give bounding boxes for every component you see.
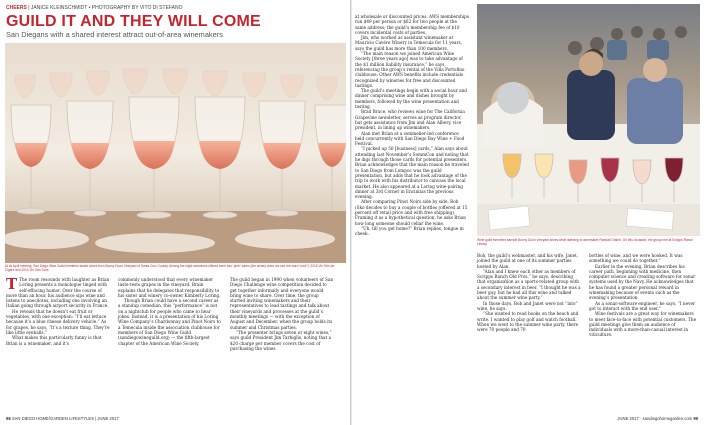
paragraph: “I picked up 50 [business] cards,” Alan says about attending last November’s SommCon and noting that he digs through those cards for potential presenters. Brian acknowledges that the main reason he traveled to San Diego from Lompoc was the guild presentation, but adds that he took advantage of the trip to work with his distributor to canvass the local market. He also appeared at a Loring wine-pairing dinner at 3rd Corner in Encinitas the previous evening. — [355, 146, 469, 200]
paragraph: Earlier in the evening, Brian describes his career path, beginning with medicine, then computer science and creating software for sonar systems used by the Navy. He acknowledges that he has found a greater personal reward in winemaking because of events such as the evening’s presentation. — [589, 263, 696, 301]
byline: | JANICE KLEINSCHMIDT • PHOTOGRAPHY BY VITO DI STEFANO — [28, 5, 183, 11]
right-column-1 — [355, 14, 469, 236]
wine-glasses-photo — [5, 43, 346, 263]
article-deck: San Diegans with a shared interest attract out-of-area winemakers — [6, 30, 223, 39]
left-column-3 — [230, 277, 334, 351]
section-header — [6, 5, 183, 11]
right-photo-caption: Wine guild members sample Bonny Doon Vineyard wines while listening to winemaker Randall Grahm. On this occasion, the group met at Scripps Ranch Library. — [477, 238, 693, 246]
paragraph: bottles of wine, and we were hooked. It was something we could do together.” — [589, 253, 683, 264]
paragraph: Brad Bruce, who reviews wine for The California Grapevine newsletter, serves as program director, but gets assistance from Jim and Alan Albery, vice president, in lining up winemakers. — [355, 109, 465, 131]
paragraph: “Uh, till you get home?” Brian replies, tongue in cheek. — [355, 225, 464, 237]
paragraph: The guild’s meetings begin with a social hour and dinner comprising wine and dishes brought by members, followed by the wine presentation and tasting. — [355, 88, 467, 110]
paragraph: at wholesale or discounted prices. AWS memberships run $49 per person or $62 for two people at the same address; the guild’s membership fee of $10 covers incidental costs of parties. — [355, 14, 469, 35]
paragraph: commonly understood that every winemaker taste-tests grapes in the vineyard. Brain explains that he delegates that responsibility to his sister and winery co-owner Kimberly Loring. — [118, 277, 221, 298]
left-photo-caption: At its April meeting, San Diego Wine Guild members tasted wines from Bonny Doon Vineyard of Santa Cruz County. Among the eight selections offered were two “pink” wines (the winery does not use the word “rosé”): 2016 Vin Gris de Cigare and 2015 Vin Gris Tués. — [5, 264, 335, 272]
left-page — [0, 0, 351, 425]
paragraph: Though Brian could have a second career as a standup comedian, this “performance” is not on a nightclub for people who came to hear jokes. Instead, it is a presentation of his Loring Wine Company’s Chardonnay and Pinot Noirs to a Temecula inside the association clubhouse for members of San Diego Wine Guild (sandiegowineguild.org) — the fifth-largest chapter of the American Wine Society. — [118, 298, 221, 346]
paragraph: “The presenter brings seven or eight wines,” says guild President Jim Tarhiglis, noting that a $20 charge per member covers the cost of purchasing the wines — [230, 329, 332, 351]
right-column-3 — [589, 253, 697, 338]
right-page — [352, 0, 704, 425]
paragraph: In those days, Bob and Janet were not “into” wine, he says. — [477, 300, 578, 311]
paragraph: Alan met Brian at a sommelier-led conference held concurrently with San Diego Bay Wine + Food Festival. — [355, 130, 465, 147]
paragraph: “The main reason we joined American Wine Society [three years ago] was to take advantage of the $1 million liability insurance,” he says, referencing the group’s rental of the Villa Portofino clubhouse. Other AWS benefits include credentials recognized by wineries for free and discounted tastings. — [355, 51, 465, 88]
paragraph: The guild began in 1990 when volunteers of San Diego Challenge wine competition decided to get together informally and everyone would bring wine to share. Over time, the group started inviting winemakers and their representatives to lead tastings and talk about their vineyards and processes at the guild’s monthly meetings — with the exception of August and December, when the group holds its summer and Christmas parties. — [230, 277, 334, 330]
paragraph: The room resounds with laughter as Brian Loring presents a monologue tinged with self-effacing humor. Over the course of more than an hour, his audience sips wine and listens to anecdotes, including one involving an Italian going through airport security in France. — [6, 277, 110, 309]
folio-text: SAN DIEGO HOME/GARDEN LIFESTYLES | JUNE 2017 — [11, 416, 119, 421]
paragraph: Wine festivals are a great way for winemakers to meet face-to-face with potential customers. The guild meetings give them an audience of individuals with a more-than-casual interest in viticulture. — [589, 311, 697, 338]
page-number: 98 — [6, 416, 11, 421]
left-column-2 — [118, 277, 222, 346]
right-folio — [617, 416, 698, 421]
tasting-audience-illustration — [477, 4, 700, 236]
paragraph: “Alan and I knew each other as members of Scripps Ranch Old Pros,” he says, describing that organization as a sports-related group with a secondary interest in beer. “I thought he was a beer guy, but he had all this wine and talked about the summer wine party.” — [477, 268, 581, 301]
paragraph: After comparing Pinot Noirs side by side, Bob (Sko decides to buy a couple of bottles (offered at 15 percent off retail price and with free shipping). Framing it as a hypothetical question, he asks Brian how long someone should cellar the wine. — [355, 199, 468, 226]
paragraph: What makes this particularly funny is that Brian is a winemaker, and it’s — [6, 335, 102, 346]
paragraph: Jim, who worked as assistant winemaker at Mauricio Cavére Winery in Temecula for 11 years, says the guild has more than 100 members. — [355, 35, 463, 51]
article-title: GUILD IT AND THEY WILL COME — [6, 13, 261, 30]
folio-text: JUNE 2017 · sandiegohomegarden.com — [617, 416, 693, 421]
left-folio — [6, 416, 119, 421]
paragraph: Bob, the guild’s webmaster, and his wife, Janet, joined the guild at one of its summer parties hosted by Alan. — [477, 253, 579, 269]
paragraph: As a sonar-software engineer, he says, “I never got to interact with the end user.” — [589, 300, 695, 311]
tasting-audience-photo — [477, 4, 700, 236]
left-column-1 — [6, 277, 110, 346]
section-label: CHEERS — [6, 5, 27, 11]
drop-cap: T — [6, 275, 18, 293]
wine-glasses-illustration — [5, 43, 346, 263]
right-column-2 — [477, 253, 581, 332]
paragraph: He reveals that he doesn’t eat fruit or vegetables, with one exception: “I’ll eat lettuce because it’s a blue cheese delivery vehicle.” As for grapes, he says, “It’s a texture thing. They’re like little eyeballs.” — [6, 308, 110, 335]
page-number: 99 — [693, 416, 698, 421]
paragraph: “She wanted to read books on the beach and write. I wanted to play golf and watch football. When we went to the summer wine party, there were 70 people and 70 — [477, 311, 579, 333]
